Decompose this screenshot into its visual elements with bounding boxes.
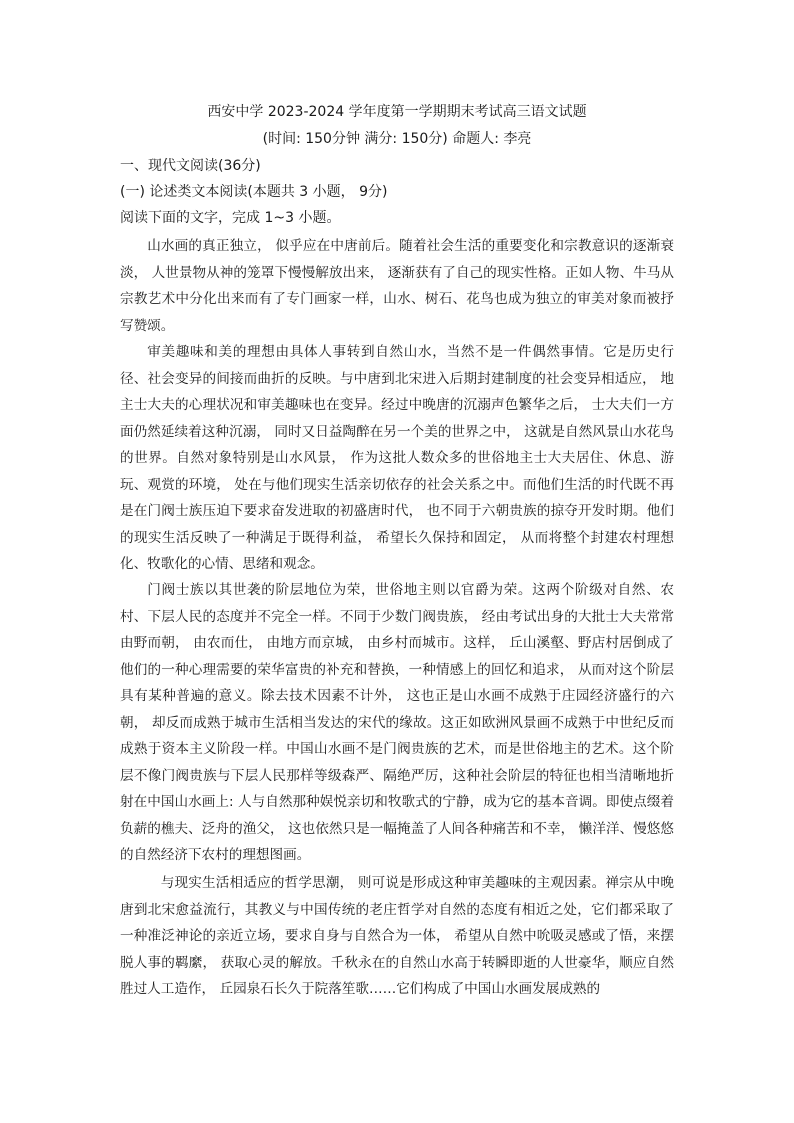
passage-paragraph-3: 门阀士族以其世袭的阶层地位为荣，世俗地主则以官爵为荣。这两个阶级对自然、农村、下层人民的态度并不完全一样。不同于少数门阀贵族， 经由考试出身的大批士大夫常常由野而朝， 由农而仕， 由地方而京城， 由乡村而城市。这样， 丘山溪壑、野店村居倒成了他们的一种心理需要的荣华富贵的补充和替换，一种情感上的回忆和追求， 从而对这个阶层具有某种普遍的意义。除去技术因素不计外， 这也正是山水画不成熟于庄园经济盛行的六朝， 却反而成熟于城市生活相当发达的宋代的缘故。这正如欧洲风景画不成熟于中世纪反而成熟于资本主义阶段一样。中国山水画不是门阀贵族的艺术，而是世俗地主的艺术。这个阶层不像门阀贵族与下层人民那样等级森严、隔绝严厉，这种社会阶层的特征也相当清晰地折射在中国山水画上: 人与自然那种娱悦亲切和牧歌式的宁静，成为它的基本音调。即使点缀着负薪的樵夫、泛舟的渔父， 这也依然只是一幅掩盖了人间各种痛苦和不幸， 懒洋洋、慢悠悠的自然经济下农村的理想图画。 [120, 582, 674, 863]
section-heading: 一、现代文阅读(36分) [120, 158, 261, 174]
passage-paragraph-4: 与现实生活相适应的哲学思潮， 则可说是形成这种审美趣味的主观因素。禅宗从中晚唐到北宋愈益流行，其教义与中国传统的老庄哲学对自然的态度有相近之处，它们都采取了一种准泛神论的亲近立场，要求自身与自然合为一体， 希望从自然中吮吸灵感或了悟，来摆脱人事的羁縻， 获取心灵的解放。千秋永在的自然山水高于转瞬即逝的人世豪华，顺应自然胜过人工造作， 丘园泉石长久于院落笙歌……它们构成了中国山水画发展成熟的 [120, 875, 674, 997]
exam-subtitle: (时间: 150分钟 满分: 150分) 命题人: 李亮 [262, 131, 532, 147]
reading-instruction: 阅读下面的文字，完成 1~3 小题。 [120, 210, 341, 226]
exam-title: 西安中学 2023-2024 学年度第一学期期末考试高三语文试题 [207, 104, 587, 120]
subsection-heading: (一) 论述类文本阅读(本题共 3 小题， 9分) [120, 184, 388, 200]
passage-paragraph-2: 审美趣味和美的理想由具体人事转到自然山水，当然不是一件偶然事情。它是历史行径、社会变异的间接而曲折的反映。与中唐到北宋进入后期封建制度的社会变异相适应， 地主士大夫的心理状况和审美趣味也在变异。经过中晚唐的沉溺声色繁华之后， 士大夫们一方面仍然延续着这种沉溺， 同时又日益陶醉在另一个美的世界之中， 这就是自然风景山水花鸟的世界。自然对象特别是山水风景， 作为这批人数众多的世俗地主士大夫居住、休息、游玩、观赏的环境， 处在与他们现实生活亲切依存的社会关系之中。而他们生活的时代既不再是在门阀士族压迫下要求奋发进取的初盛唐时代， 也不同于六朝贵族的掠夺开发时期。他们的现实生活反映了一种满足于既得利益， 希望长久保持和固定， 从而将整个封建农村理想化、牧歌化的心情、思绪和观念。 [120, 344, 674, 572]
passage-paragraph-1: 山水画的真正独立， 似乎应在中唐前后。随着社会生活的重要变化和宗教意识的逐渐衰淡， 人世景物从神的笼罩下慢慢解放出来， 逐渐获有了自己的现实性格。正如人物、牛马从宗教艺术中分化出来而有了专门画家一样，山水、树石、花鸟也成为独立的审美对象而被抒写赞颂。 [120, 238, 674, 334]
